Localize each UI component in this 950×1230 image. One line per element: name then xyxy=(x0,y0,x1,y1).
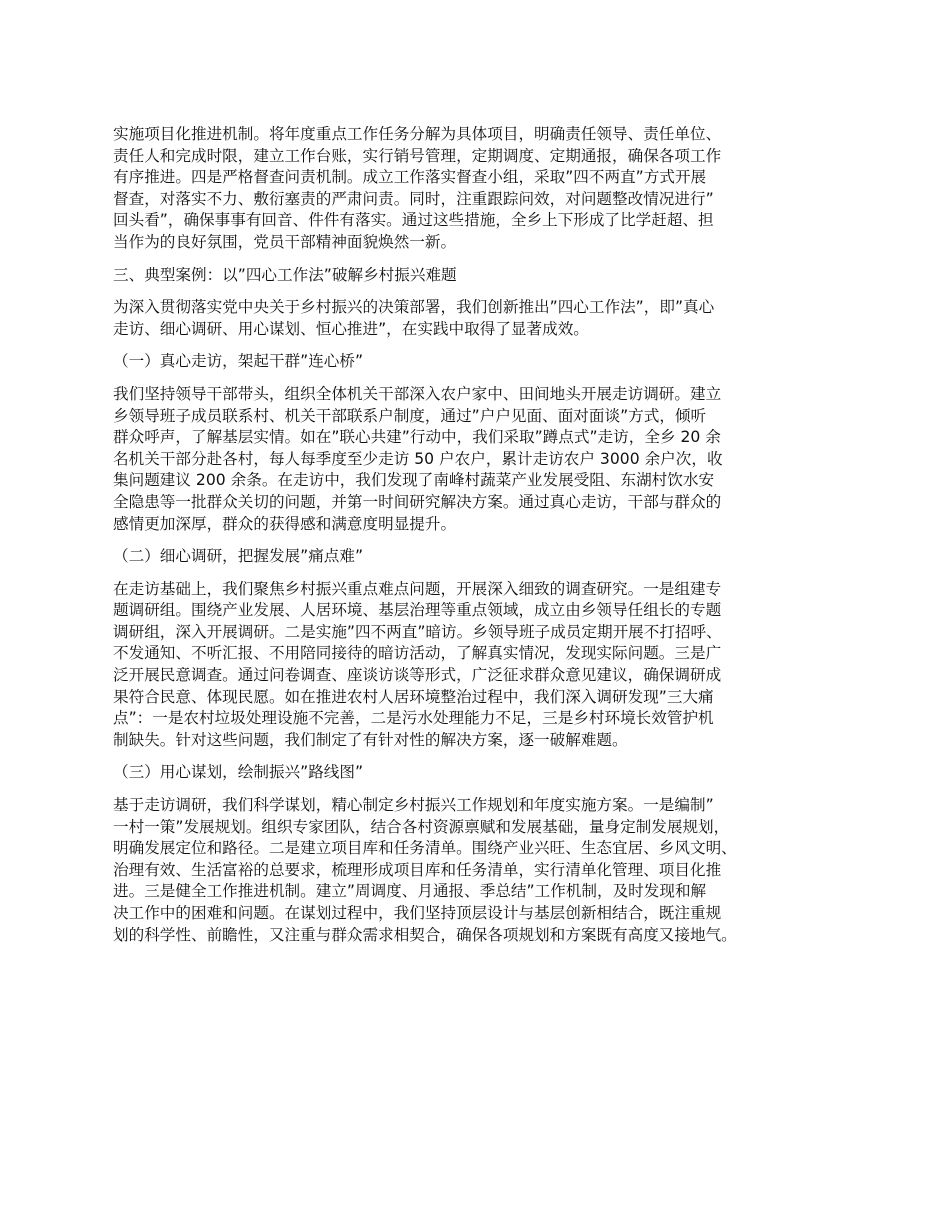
text-line: 基于走访调研，我们科学谋划，精心制定乡村振兴工作规划和年度实施方案。一是编制” xyxy=(113,796,714,815)
text-line: 调研组，深入开展调研。二是实施”四不两直”暗访。乡领导班子成员定期开展不打招呼、 xyxy=(113,622,722,641)
heading-line: （二）细心调研，把握发展”痛点难” xyxy=(113,547,364,566)
text-line: 决工作中的困难和问题。在谋划过程中，我们坚持顶层设计与基层创新相结合，既注重规 xyxy=(113,904,722,922)
paragraph xyxy=(113,297,853,340)
text-line: 题调研组。围绕产业发展、人居环境、基层治理等重点领域，成立由乡领导任组长的专题 xyxy=(113,601,722,620)
heading-line: 三、典型案例：以”四心工作法”破解乡村振兴难题 xyxy=(113,265,457,284)
document-body xyxy=(113,124,853,957)
text-line: 责任人和完成时限，建立工作台账，实行销号管理，定期调度、定期通报，确保各项工作 xyxy=(113,146,722,165)
text-line: 我们坚持领导干部带头，组织全体机关干部深入农户家中、田间地头开展走访调研。建立 xyxy=(113,384,722,403)
text-line: 集问题建议 200 余条。在走访中，我们发现了南峰村蔬菜产业发展受阻、东湖村饮水安 xyxy=(113,471,715,490)
paragraph xyxy=(113,795,853,946)
section-heading xyxy=(113,265,853,287)
text-line: 为深入贯彻落实党中央关于乡村振兴的决策部署，我们创新推出”四心工作法”，即”真心 xyxy=(113,298,715,317)
paragraph xyxy=(113,384,853,535)
text-line: 明确发展定位和路径。二是建立项目库和任务清单。围绕产业兴旺、生态宜居、乡风文明、 xyxy=(113,839,737,858)
text-line: 一村一策”发展规划。组织专家团队，结合各村资源禀赋和发展基础，量身定制发展规划， xyxy=(113,817,730,836)
text-line: 乡领导班子成员联系村、机关干部联系户制度，通过”户户见面、面对面谈”方式，倾听 xyxy=(113,406,707,425)
text-line: 不发通知、不听汇报、不用陪同接待的暗访活动，了解真实情况，发现实际问题。三是广 xyxy=(113,644,722,663)
subsection-heading xyxy=(113,351,853,373)
paragraph xyxy=(113,124,853,254)
subsection-heading xyxy=(113,546,853,568)
text-line: 点”：一是农村垃圾处理设施不完善，二是污水处理能力不足，三是乡村环境长效管护机 xyxy=(113,709,714,728)
text-line: 感情更加深厚，群众的获得感和满意度明显提升。 xyxy=(113,514,457,533)
text-line: 划的科学性、前瞻性，又注重与群众需求相契合，确保各项规划和方案既有高度又接地气。 xyxy=(113,925,737,944)
heading-line: （三）用心谋划，绘制振兴”路线图” xyxy=(113,763,364,782)
text-line: 治理有效、生活富裕的总要求，梳理形成项目库和任务清单，实行清单化管理、项目化推 xyxy=(113,860,722,879)
text-line: 泛开展民意调查。通过问卷调查、座谈访谈等形式，广泛征求群众意见建议，确保调研成 xyxy=(113,666,722,685)
text-line: 回头看”，确保事事有回音、件件有落实。通过这些措施，全乡上下形成了比学赶超、担 xyxy=(113,211,714,230)
text-line: 群众呼声，了解基层实情。如在”联心共建”行动中，我们采取”蹲点式”走访，全乡 20 余 xyxy=(113,428,721,447)
text-line: 名机关干部分赴各村，每人每季度至少走访 50 户农户，累计走访农户 3000 余户次，收 xyxy=(113,449,723,468)
subsection-heading xyxy=(113,762,853,784)
text-line: 全隐患等一批群众关切的问题，并第一时间研究解决方案。通过真心走访，干部与群众的 xyxy=(113,492,722,511)
text-line: 实施项目化推进机制。将年度重点工作任务分解为具体项目，明确责任领导、责任单位、 xyxy=(113,125,722,143)
text-line: 有序推进。四是严格督查问责机制。成立工作落实督查小组，采取”四不两直”方式开展 xyxy=(113,168,707,187)
paragraph xyxy=(113,579,853,752)
text-line: 在走访基础上，我们聚焦乡村振兴重点难点问题，开展深入细致的调查研究。一是组建专 xyxy=(113,579,722,598)
text-line: 督查，对落实不力、敷衍塞责的严肃问责。同时，注重跟踪问效，对问题整改情况进行” xyxy=(113,189,714,208)
text-line: 制缺失。针对这些问题，我们制定了有针对性的解决方案，逐一破解难题。 xyxy=(113,730,628,749)
text-line: 果符合民意、体现民愿。如在推进农村人居环境整治过程中，我们深入调研发现”三大痛 xyxy=(113,687,714,706)
text-line: 当作为的良好氛围，党员干部精神面貌焕然一新。 xyxy=(113,232,457,251)
heading-line: （一）真心走访，架起干群”连心桥” xyxy=(113,352,364,371)
text-line: 走访、细心调研、用心谋划、恒心推进”，在实践中取得了显著成效。 xyxy=(113,319,589,338)
text-line: 进。三是健全工作推进机制。建立”周调度、月通报、季总结”工作机制，及时发现和解 xyxy=(113,882,707,901)
